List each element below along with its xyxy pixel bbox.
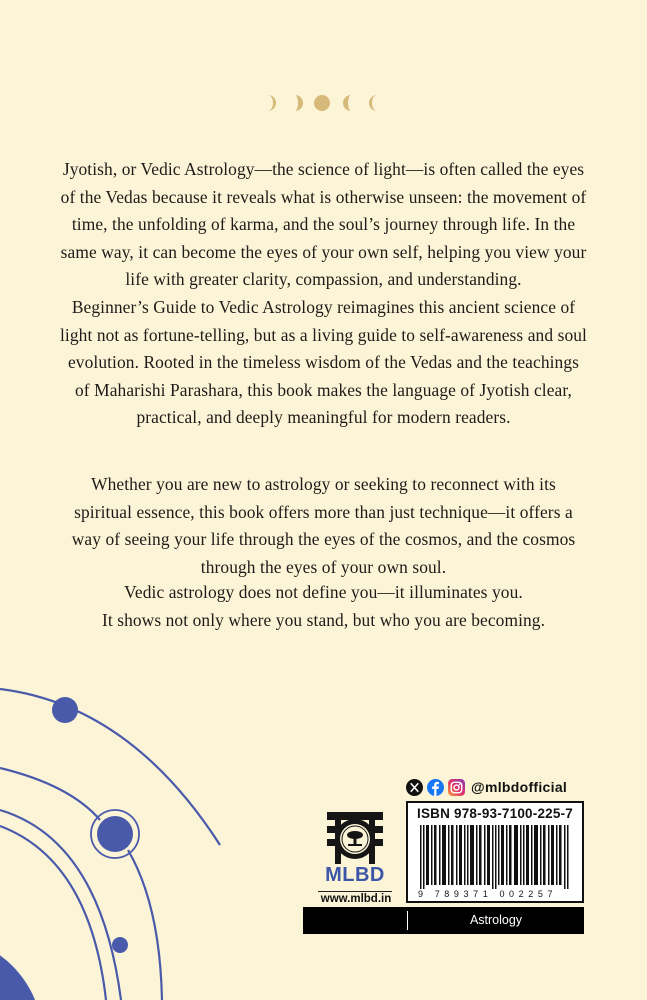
waning-gibbous-icon <box>343 95 351 111</box>
social-links <box>406 778 567 796</box>
isbn-barcode-box <box>406 801 584 903</box>
social-handle[interactable]: @mlbdofficial <box>471 779 568 795</box>
paragraph-text: Whether you are new to astrology or seeking to reconnect with its spiritual essence, this book offers more than just technique—it offers a way of seeing your life through the eyes of the cosmos, and the cosmos through the eyes of your own soul. <box>71 474 576 577</box>
facebook-icon[interactable] <box>427 779 444 796</box>
blurb-paragraph-1 <box>60 156 587 294</box>
closing-line-2: It shows not only where you stand, but who you are becoming. <box>101 609 546 630</box>
category-label: Astrology <box>469 913 523 927</box>
waning-crescent-icon <box>369 95 377 111</box>
publisher-logo[interactable] <box>315 808 395 908</box>
publisher-website-link[interactable]: www.mlbd.in <box>320 893 392 905</box>
waxing-gibbous-icon <box>295 95 303 111</box>
full-moon-icon <box>314 95 330 111</box>
ringed-planet-icon <box>97 816 133 852</box>
barcode-icon <box>418 825 574 889</box>
instagram-icon[interactable] <box>448 779 465 796</box>
isbn-label: ISBN 978-93-7100-225-7 <box>417 806 573 821</box>
small-planet-icon <box>112 937 128 953</box>
mlbd-emblem-icon <box>325 808 385 866</box>
category-bar <box>303 907 584 934</box>
waxing-crescent-icon <box>268 95 276 111</box>
orbit-2 <box>0 768 162 1000</box>
blurb-closing <box>60 579 587 634</box>
barcode-digits: 9 789371 002257 <box>418 889 558 899</box>
orbit-illustration <box>0 650 300 1000</box>
planet-top-icon <box>52 697 78 723</box>
x-icon[interactable] <box>406 779 423 796</box>
blurb-paragraph-2 <box>60 294 587 432</box>
moon-phases-decoration <box>0 93 647 113</box>
blurb-paragraph-3 <box>60 471 587 581</box>
large-planet-icon <box>0 935 43 1000</box>
paragraph-text: Jyotish, or Vedic Astrology—the science of light—is often called the eyes of the Vedas because it reveals what is otherwise unseen: the movement of time, the unfolding of karma, and the soul’s journey through life. In the same way, it can become the eyes of your own self, helping you view your life with greater clarity, compassion, and understanding. <box>60 159 587 290</box>
logo-divider <box>318 891 392 892</box>
publisher-name: MLBD <box>325 864 385 886</box>
paragraph-text: Beginner’s Guide to Vedic Astrology reimagines this ancient science of light not as fortune-telling, but as a living guide to self-awareness and soul evolution. Rooted in the timeless wisdom of the Vedas and the teachings of Maharishi Parashara, this book makes the language of Jyotish clear, practical, and deeply meaningful for modern readers. <box>60 297 587 428</box>
closing-line-1: Vedic astrology does not define you—it illuminates you. <box>124 582 523 602</box>
